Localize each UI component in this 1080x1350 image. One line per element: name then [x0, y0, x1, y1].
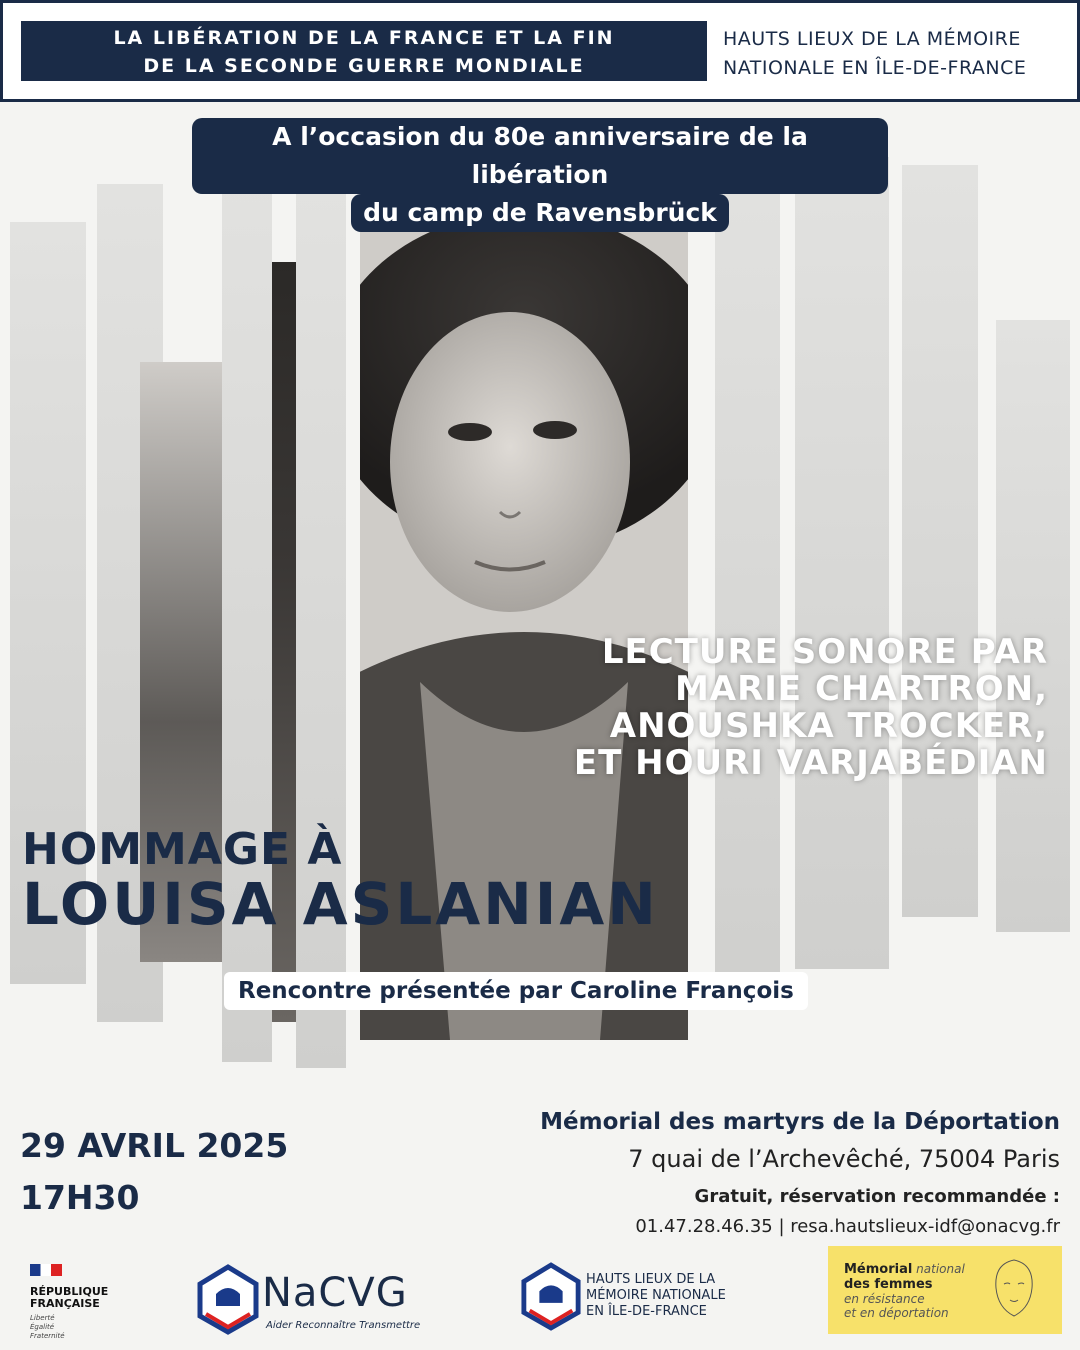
header-subtitle-line2: NATIONALE EN ÎLE-DE-FRANCE [723, 57, 1027, 79]
hauts-lieux-line1: HAUTS LIEUX DE LA [586, 1272, 716, 1287]
rf-motto-fraternite: Fraternité [30, 1332, 65, 1340]
event-datetime [20, 1120, 288, 1224]
rf-motto-egalite: Égalité [30, 1323, 55, 1331]
hauts-lieux-logo [520, 1260, 760, 1334]
hauts-lieux-shield-icon [520, 1262, 582, 1332]
photo-strip [902, 165, 978, 917]
reservation-contact[interactable]: 01.47.28.46.35 | resa.hautslieux-idf@onacvg.fr [635, 1216, 1060, 1237]
memorial-portrait-sketch-icon [974, 1250, 1054, 1330]
rf-motto-liberte: Liberté [30, 1314, 55, 1322]
header-banner [21, 21, 707, 81]
memorial-femmes-text [844, 1262, 965, 1320]
hommage-title-line2: LOUISA ASLANIAN [22, 870, 659, 938]
hommage-title-line1: HOMMAGE À [22, 824, 343, 875]
rencontre-caption: Rencontre présentée par Caroline François [224, 972, 808, 1010]
venue-info [460, 1104, 1060, 1242]
lecture-line2: MARIE CHARTRON, [674, 669, 1048, 709]
republique-francaise-logo [30, 1264, 108, 1341]
header-subtitle-line1: HAUTS LIEUX DE LA MÉMOIRE [723, 28, 1021, 50]
french-flag-icon [30, 1264, 62, 1276]
occasion-line1: A l’occasion du 80e anniversaire de la libération [192, 118, 888, 194]
lecture-heading [488, 634, 1048, 782]
venue-name: Mémorial des martyrs de la Déportation [540, 1109, 1060, 1135]
lecture-line1: LECTURE SONORE PAR [601, 632, 1048, 672]
onacvg-tagline: Aider Reconnaître Transmettre [266, 1320, 421, 1331]
lecture-line3: ANOUSHKA TROCKER, [609, 706, 1048, 746]
memorial-line2: des femmes [844, 1277, 933, 1292]
header-banner-line2: DE LA SECONDE GUERRE MONDIALE [143, 55, 585, 77]
header-banner-line1: LA LIBÉRATION DE LA FRANCE ET LA FIN [113, 27, 615, 49]
lecture-line4: ET HOURI VARJABÉDIAN [573, 743, 1048, 783]
event-time: 17H30 [20, 1178, 140, 1217]
partner-logos [0, 1246, 1080, 1350]
onacvg-shield-icon [196, 1264, 260, 1336]
photo-strip [715, 157, 780, 997]
hauts-lieux-line3: EN ÎLE-DE-FRANCE [586, 1304, 707, 1319]
photo-strip [795, 157, 889, 969]
occasion-line2: du camp de Ravensbrück [351, 194, 729, 232]
memorial-femmes-logo [828, 1246, 1062, 1334]
photo-strip [996, 320, 1070, 932]
hauts-lieux-line2: MÉMOIRE NATIONALE [586, 1288, 726, 1303]
reservation-note: Gratuit, réservation recommandée : [694, 1186, 1060, 1207]
memorial-line3: en résistance [844, 1292, 925, 1306]
onacvg-logo [196, 1264, 436, 1336]
occasion-banner [192, 118, 888, 232]
venue-address: 7 quai de l’Archevêché, 75004 Paris [628, 1145, 1060, 1173]
onacvg-name: NaCVG [262, 1270, 408, 1316]
hauts-lieux-text [586, 1272, 726, 1320]
memorial-line4: et en déportation [844, 1306, 949, 1320]
rf-line2: FRANÇAISE [30, 1297, 100, 1310]
header [0, 0, 1080, 102]
event-date: 29 AVRIL 2025 [20, 1126, 289, 1165]
rf-motto [30, 1314, 108, 1341]
header-subtitle [723, 25, 1073, 83]
memorial-line1: Mémorial [844, 1262, 913, 1277]
memorial-line1b: national [916, 1262, 965, 1276]
rf-line1: RÉPUBLIQUE [30, 1285, 109, 1298]
